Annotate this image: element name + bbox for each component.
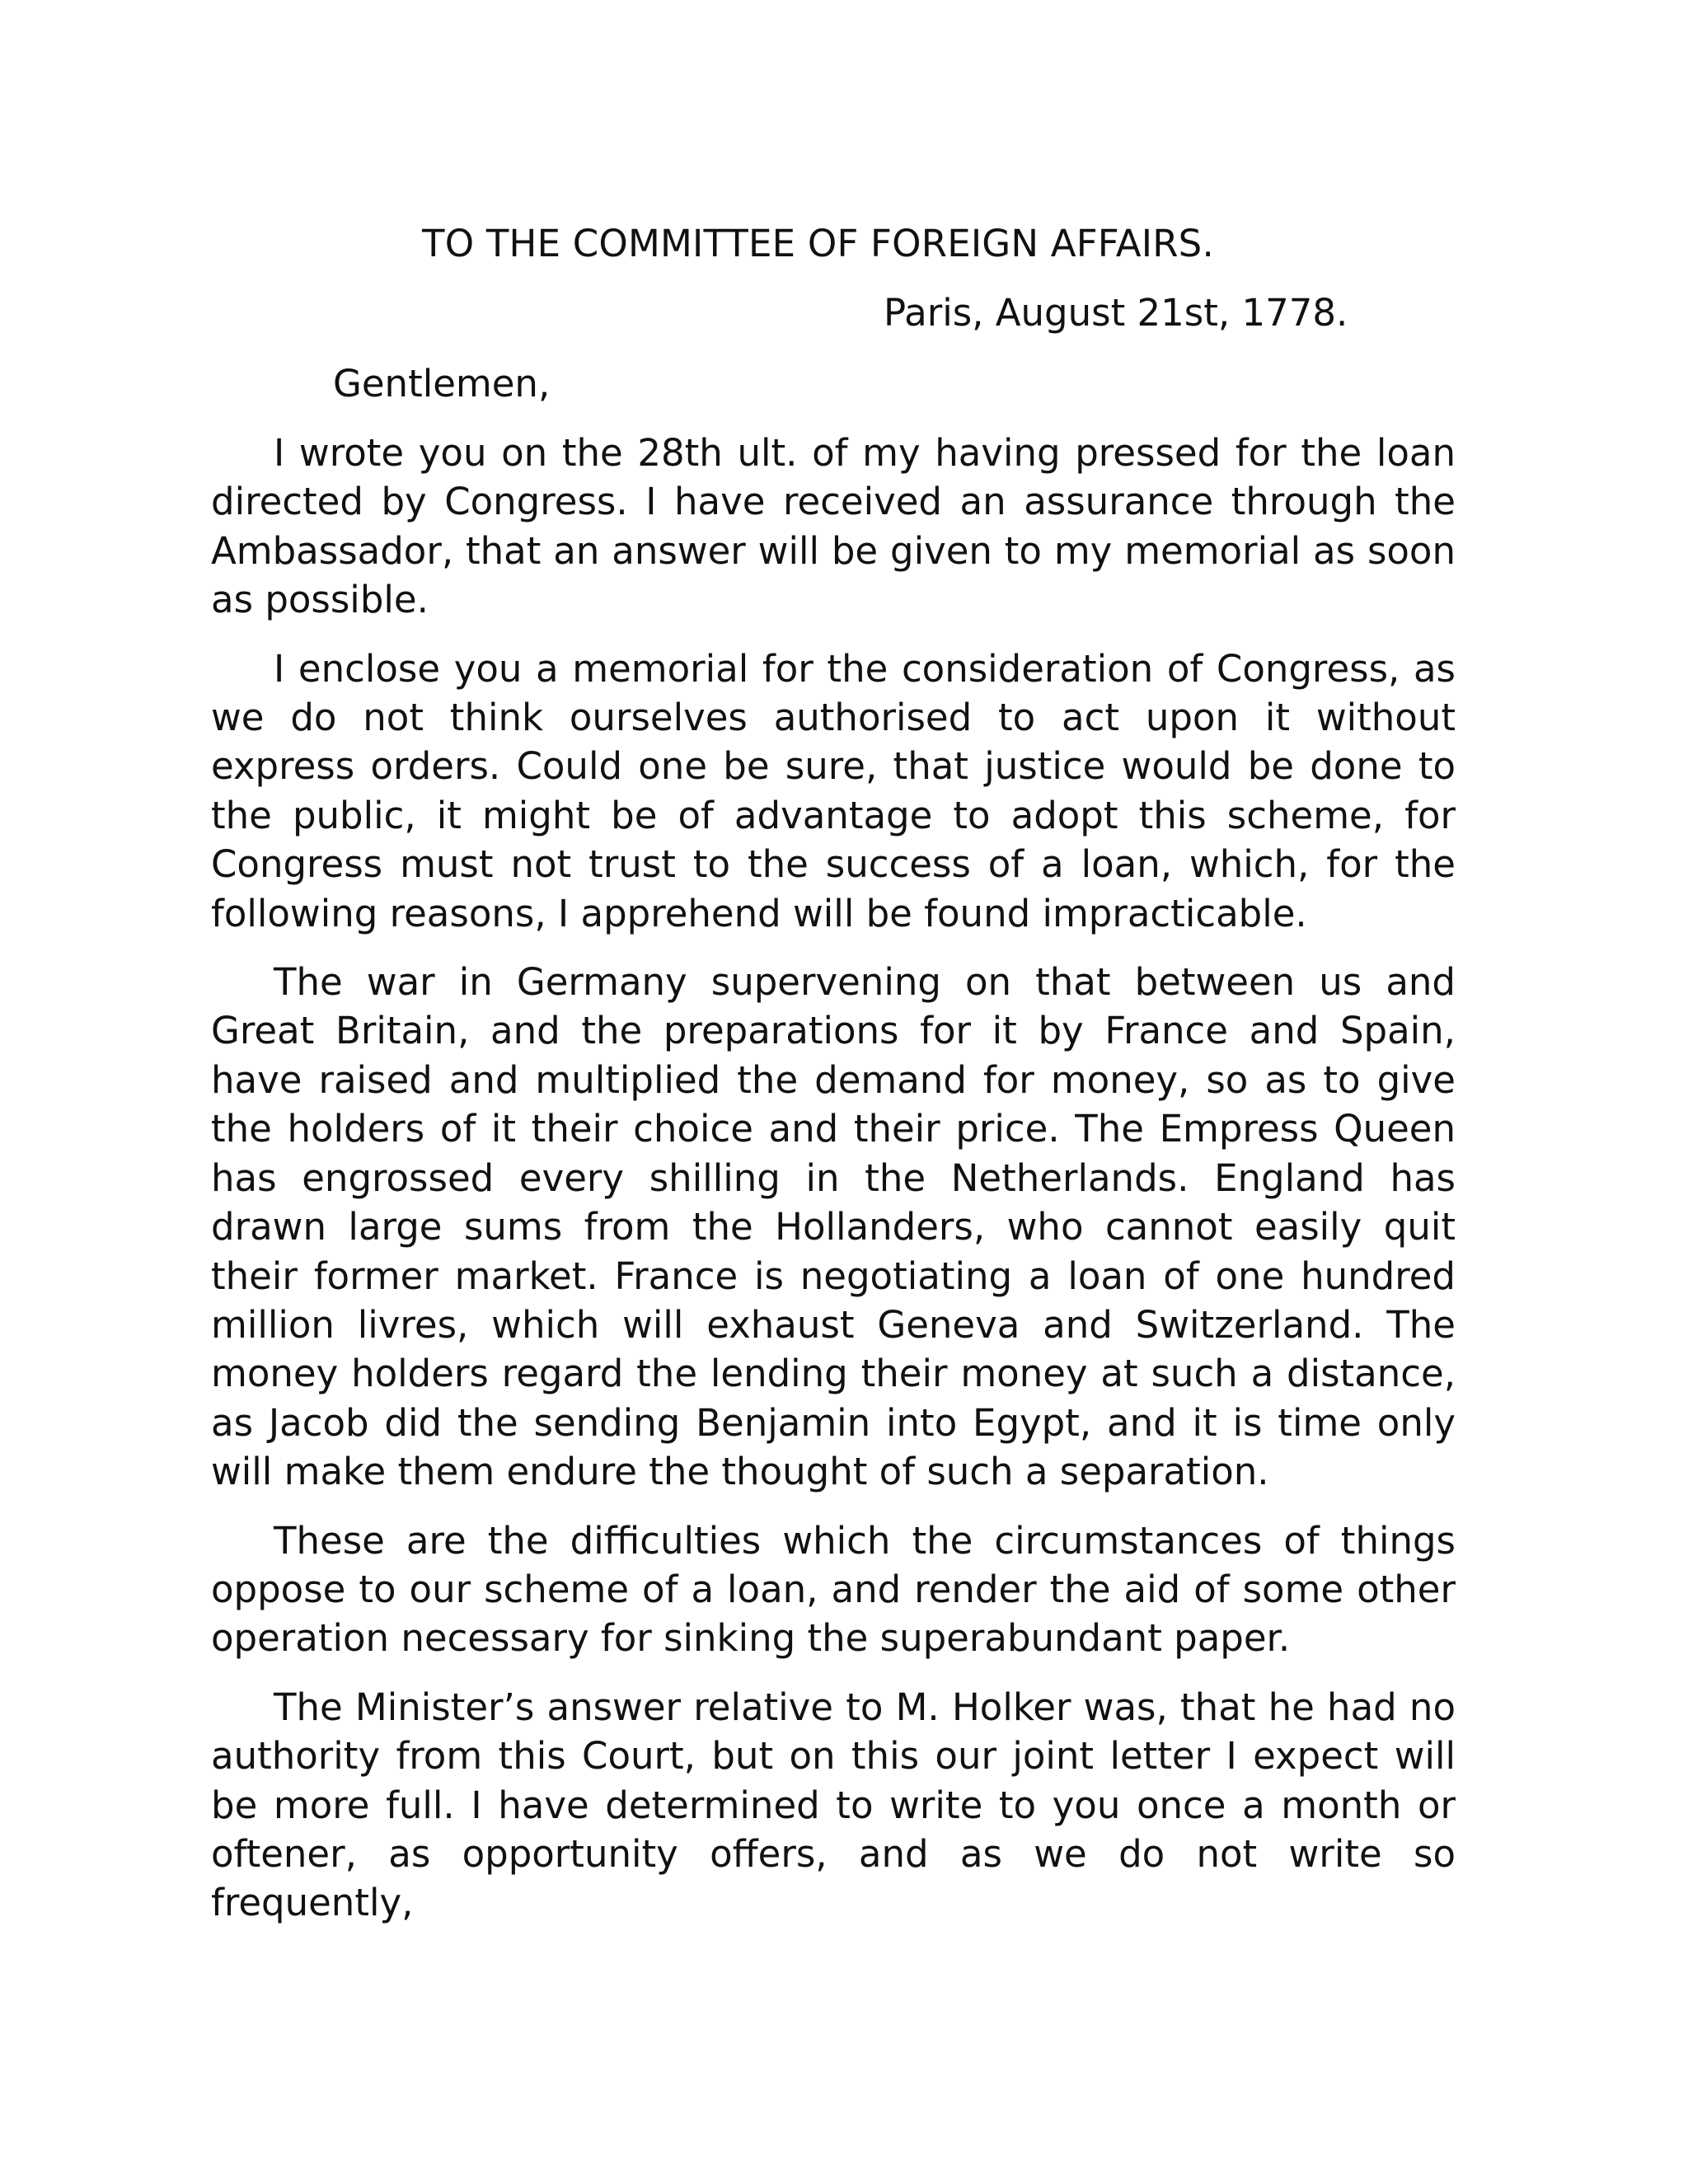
letter-heading: TO THE COMMITTEE OF FOREIGN AFFAIRS.: [422, 222, 1214, 265]
letter-salutation: Gentlemen,: [333, 362, 551, 405]
paragraph-3: The war in Germany supervening on that between us and Great Britain, and the preparations for it by France and Spain, have raised and multiplied the demand for money, so as to give the holders of it their choice and their price. The Empress Queen has engrossed every shilling in the Netherlands. England has drawn large sums from the Hollanders, who cannot easily quit their former market. France is negotiating a loan of one hundred million livres, which will exhaust Geneva and Switzerland. The money holders regard the lending their money at such a distance, as Jacob did the sending Benjamin into Egypt, and it is time only will make them endure the thought of such a separation.: [211, 960, 1456, 1494]
letter-body: [211, 429, 1456, 1947]
paragraph-5: The Minister’s answer relative to M. Holker was, that he had no authority from this Court, but on this our joint letter I expect will be more full. I have determined to write to you once a month or oftener, as opportunity offers, and as we do not write so frequently,: [211, 1685, 1456, 1925]
paragraph-2: I enclose you a memorial for the consideration of Congress, as we do not think ourselves authorised to act upon it without express orders. Could one be sure, that justice would be done to the public, it might be of advantage to adopt this scheme, for Congress must not trust to the success of a loan, which, for the following reasons, I apprehend will be found impracticable.: [211, 646, 1456, 935]
letter-dateline: Paris, August 21st, 1778.: [884, 291, 1348, 335]
paragraph-1: I wrote you on the 28th ult. of my having pressed for the loan directed by Congress. I have received an assurance through the Ambassador, that an answer will be given to my memorial as soon as possible.: [211, 431, 1456, 622]
paragraph-4: These are the difficulties which the circumstances of things oppose to our scheme of a loan, and render the aid of some other operation necessary for sinking the superabundant paper.: [211, 1518, 1456, 1661]
